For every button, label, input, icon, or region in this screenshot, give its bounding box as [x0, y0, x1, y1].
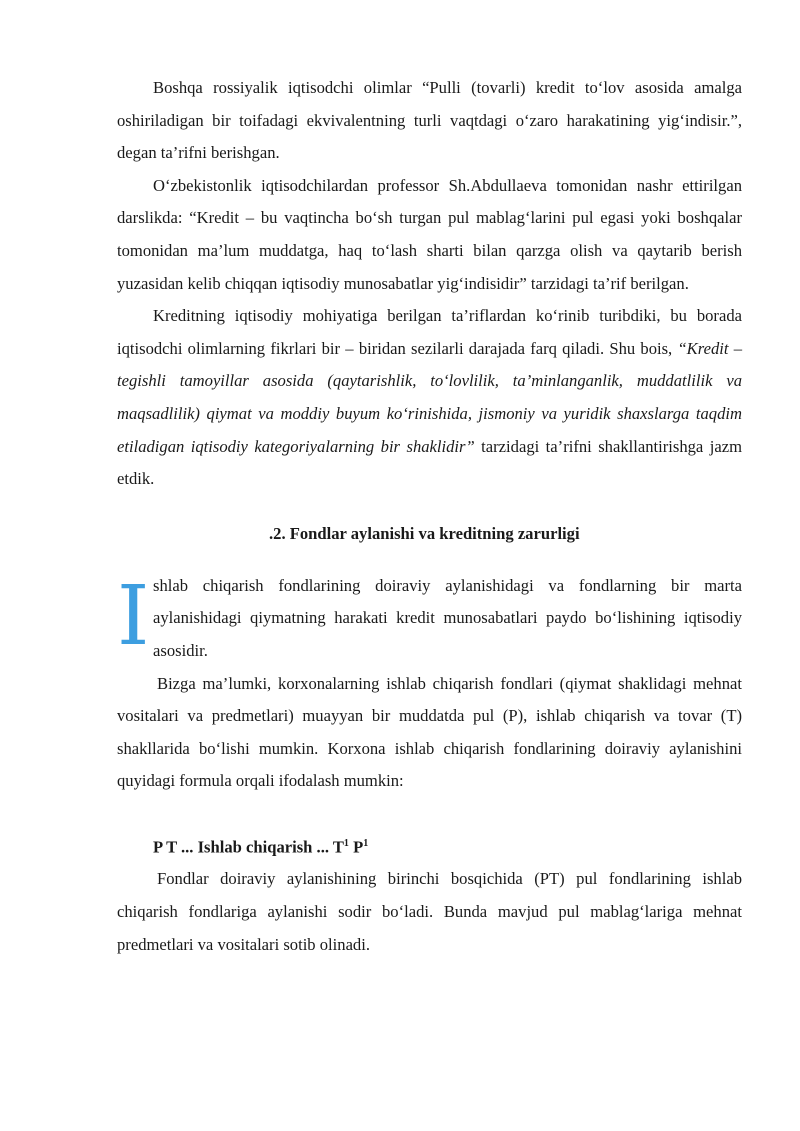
paragraph-4: Bizga ma’lumki, korxonalarning ishlab chiqarish fondlari (qiymat shaklidagi mehnat vositalari va predmetlari) muayyan bir muddatda pul (P), ishlab chiqarish va tovar (T) shakllarida bo‘lishi mumkin. Korxona ishlab chiqarish fondlarining doiraviy aylanishini quyidagi formula orqali ifodalash mumkin:: [117, 673, 742, 791]
formula-mid: P: [348, 837, 364, 857]
formula: [117, 828, 742, 864]
credit-definition: “Kredit – tegishli tamoyillar asosida (qaytarishlik, to‘lovlilik, ta’minlanganlik, muddatlilik va maqsadlilik) qiymat va moddiy buyum ko‘rinishida, jismoniy va yuridik shaxslarga taqdim etiladigan iqtisodiy kategoriyalarning bir shaklidir”: [117, 338, 742, 456]
formula-main: P T ... Ishlab chiqarish ... T: [153, 837, 344, 857]
paragraph-5: Fondlar doiraviy aylanishining birinchi bosqichida (PT) pul fondlarining ishlab chiqarish fondlariga aylanishi sodir bo‘ladi. Bunda mavjud pul mablag‘lariga mehnat predmetlari va vositalari sotib olinadi.: [117, 869, 742, 954]
paragraph-3-end: tarzidagi ta’rifni shakllantirishga jazm etdik.: [117, 436, 742, 489]
paragraph-3: [117, 300, 742, 496]
document-page: [117, 72, 742, 961]
formula-sup-1: 1: [343, 837, 349, 849]
dropcap-paragraph: [117, 570, 742, 668]
paragraph-1: Boshqa rossiyalik iqtisodchi olimlar “Pulli (tovarli) kredit to‘lov asosida amalga oshiriladigan bir toifadagi ekvivalentning turli vaqtdagi o‘zaro harakatining yig‘indisir.”, degan ta’rifni berishgan.: [117, 78, 742, 163]
paragraph-2: O‘zbekistonlik iqtisodchilardan professor Sh.Abdullaeva tomonidan nashr ettirilgan darslikda: “Kredit – bu vaqtincha bo‘sh turgan pul mablag‘larini pul egasi yoki boshqalar tomonidan ma’lum muddatga, haq to‘lash sharti bilan qarzga olish va qaytarib berish yuzasidan kelib chiqqan iqtisodiy munosabatlar yig‘indisidir” tarzidagi ta’rif berilgan.: [117, 175, 742, 293]
section-heading: .2. Fondlar aylanishi va kreditning zarurligi: [269, 523, 580, 543]
formula-sup-2: 1: [363, 837, 369, 849]
dropcap-paragraph-text: shlab chiqarish fondlarining doiraviy aylanishidagi va fondlarning bir marta aylanishidagi qiymatning harakati kredit munosabatlari paydo bo‘lishining iqtisodiy asosidir.: [153, 575, 742, 660]
dropcap-letter: I: [117, 568, 150, 664]
paragraph-3-start: Kreditning iqtisodiy mohiyatiga berilgan ta’riflardan ko‘rinib turibdiki, bu borada iqtisodchi olimlarning fikrlari bir – biridan sezilarli darajada farq qiladi. Shu bois,: [117, 306, 742, 358]
